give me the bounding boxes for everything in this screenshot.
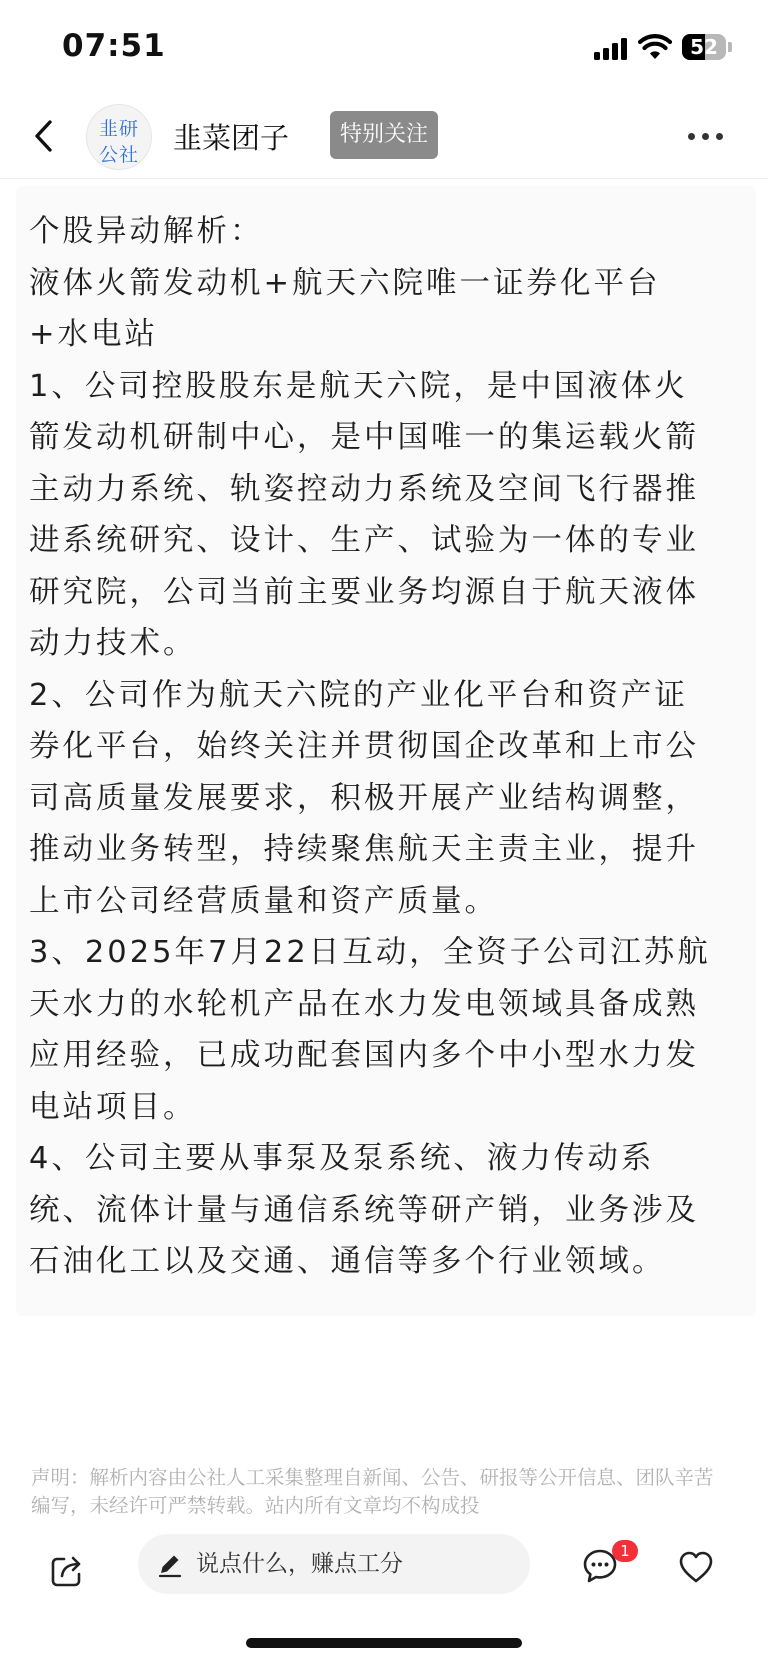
wifi-icon	[638, 34, 672, 60]
avatar-text-line2: 公社	[98, 144, 139, 166]
battery-level: 52	[690, 35, 718, 59]
back-arrow-icon[interactable]	[30, 116, 58, 156]
avatar[interactable]	[86, 104, 152, 170]
comment-placeholder: 说点什么，赚点工分	[196, 1551, 403, 1577]
pencil-icon	[156, 1550, 184, 1578]
post-text: 个股异动解析： 液体火箭发动机+航天六院唯一证券化平台 +水电站 1、公司控股股东是航天六院，是中国液体火 箭发动机研制中心，是中国唯一的集运载火箭 主动力系统、轨姿控动力系统及空间飞行器推 进系统研究、设计、生产、试验为一体的专业 研究院，公司当前主要业务均源自于航天液体 动力技术。 2、公司作为航天六院的产业化平台和资产证 券化平台，始终关注并贯彻国企改革和上市公 司高质量发展要求，积极开展产业结构调整， 推动业务转型，持续聚焦航天主责主业，提升 上市公司经营质量和资产质量。 3、2025年7月22日互动，全资子公司江苏航 天水力的水轮机产品在水力发电领域具备成熟 应用经验，已成功配套国内多个中小型水力发 电站项目。 4、公司主要从事泵及泵系统、液力传动系 统、流体计量与通信系统等研产销，业务涉及 石油化工以及交通、通信等多个行业领域。	[29, 214, 711, 1279]
home-indicator	[246, 1638, 522, 1648]
battery-tip	[728, 42, 732, 52]
avatar-text-line1: 韭研	[98, 118, 139, 140]
signal-icon	[594, 38, 628, 60]
status-bar	[0, 0, 768, 96]
share-icon[interactable]	[50, 1554, 84, 1588]
bottom-action-bar	[0, 1520, 768, 1663]
special-follow-button[interactable]: 特别关注	[330, 111, 438, 159]
comment-input[interactable]	[138, 1534, 530, 1594]
more-icon[interactable]	[688, 133, 724, 141]
battery-icon	[682, 34, 726, 60]
status-time: 07:51	[62, 28, 166, 64]
nav-bar	[0, 96, 768, 179]
heart-icon[interactable]	[678, 1550, 714, 1584]
disclaimer-text: 声明：解析内容由公社人工采集整理自新闻、公告、研报等公开信息、团队辛苦编写，未经许可严禁转载。站内所有文章均不构成投	[31, 1466, 714, 1517]
comment-count-badge: 1	[612, 1540, 638, 1562]
account-name[interactable]: 韭菜团子	[173, 121, 290, 155]
